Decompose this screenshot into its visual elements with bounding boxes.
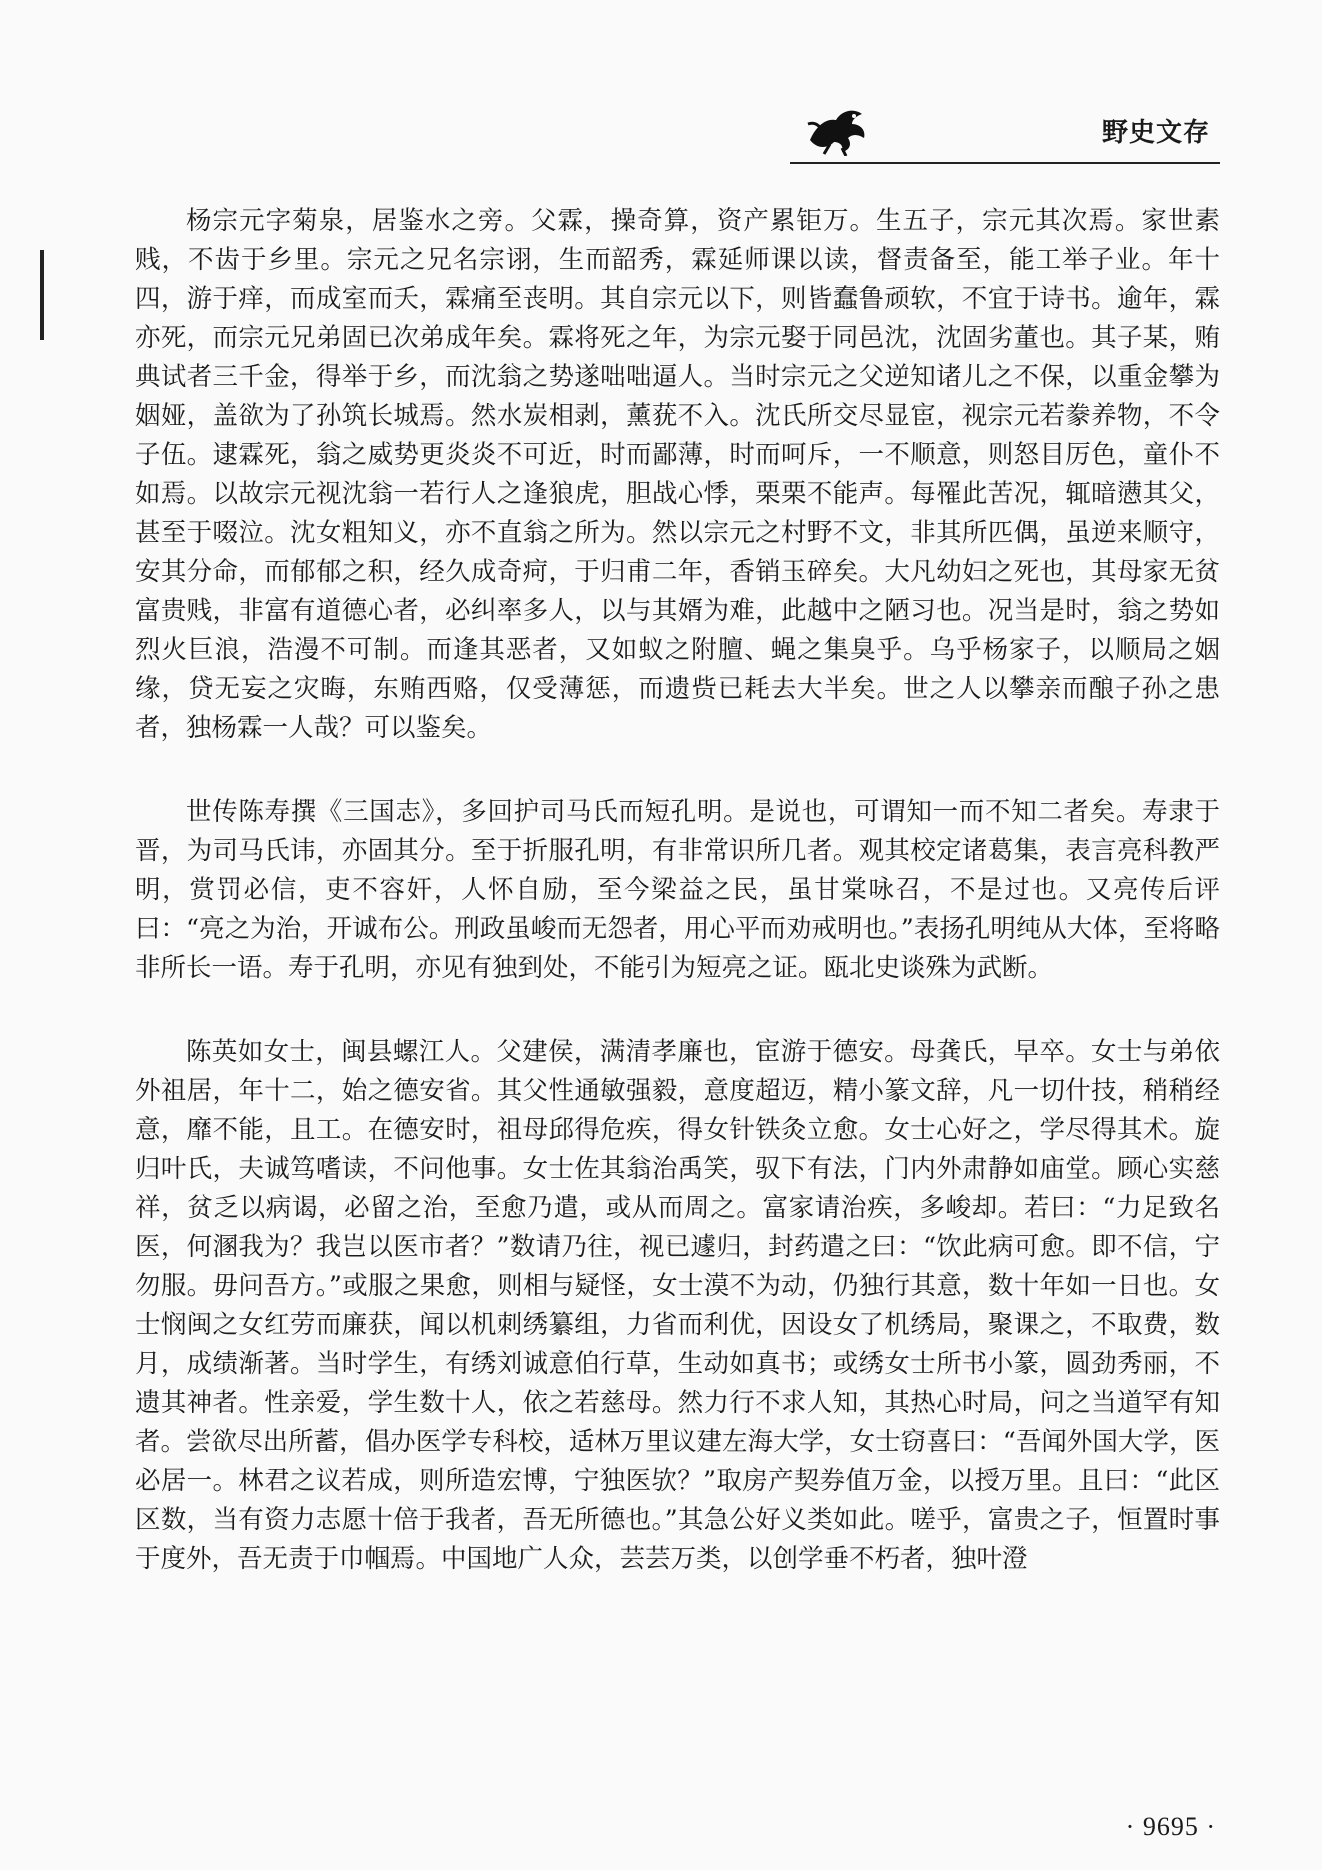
paragraph-chen-shou: 世传陈寿撰《三国志》，多回护司马氏而短孔明。是说也，可谓知一而不知二者矣。寿隶于晋，为司马氏讳，亦固其分。至于折服孔明，有非常识所几者。观其校定诸葛集，表言亮科教严明，赏罚必信，吏不容奸，人怀自励，至今梁益之民，虽甘棠咏召，不是过也。又亮传后评曰：“亮之为治，开诚布公。刑政虽峻而无怨者，用心平而劝戒明也。”表扬孔明纯从大体，至将略非所长一语。寿于孔明，亦见有独到处，不能引为短亮之证。瓯北史谈殊为武断。 bbox=[135, 797, 1220, 983]
paragraph-yang-zongyuan: 杨宗元字菊泉，居鉴水之旁。父霖，操奇算，资产累钜万。生五子，宗元其次焉。家世素贱，不齿于乡里。宗元之兄名宗诩，生而韶秀，霖延师课以读，督责备至，能工举子业。年十四，游于痒，而成室而夭，霖痛至丧明。其自宗元以下，则皆蠢鲁顽软，不宜于诗书。逾年，霖亦死，而宗元兄弟固已次弟成年矣。霖将死之年，为宗元娶于同邑沈，沈固劣董也。其子某，贿典试者三千金，得举于乡，而沈翁之势遂咄咄逼人。当时宗元之父逆知诸儿之不保，以重金攀为姻娅，盖欲为了孙筑长城焉。然水炭相剥，薰莸不入。沈氏所交尽显宦，视宗元若豢养物，不令子伍。逮霖死，翁之威势更炎炎不可近，时而鄙薄，时而呵斥，一不顺意，则怒目厉色，童仆不如焉。以故宗元视沈翁一若行人之逢狼虎，胆战心悸，栗栗不能声。每罹此苦况，辄暗懑其父，甚至于啜泣。沈女粗知义，亦不直翁之所为。然以宗元之村野不文，非其所匹偶，虽逆来顺守，安其分命，而郁郁之积，经久成奇疴，于归甫二年，香销玉碎矣。大凡幼妇之死也，其母家无贫富贵贱，非富有道德心者，必纠率多人，以与其婿为难，此越中之陋习也。况当是时，翁之势如烈火巨浪，浩漫不可制。而逢其恶者，又如蚁之附膻、蝇之集臭乎。乌乎杨家子，以顺局之姻缘，贷无妄之灾晦，东贿西赂，仅受薄惩，而遗赀已耗去大半矣。世之人以攀亲而酿子孙之患者，独杨霖一人哉？可以鉴矣。 bbox=[135, 206, 1220, 743]
running-header bbox=[790, 92, 1220, 164]
dragon-emblem-icon bbox=[802, 100, 872, 156]
header-title: 野史文存 bbox=[1101, 118, 1210, 148]
article-body bbox=[135, 202, 1220, 1579]
scan-margin-mark bbox=[40, 250, 44, 340]
paragraph-chen-yingru: 陈英如女士，闽县螺江人。父建侯，满清孝廉也，宦游于德安。母龚氏，早卒。女士与弟依外祖居，年十二，始之德安省。其父性通敏强毅，意度超迈，精小篆文辞，凡一切什技，稍稍经意，靡不能，且工。在德安时，祖母邱得危疾，得女针铁灸立愈。女士心好之，学尽得其术。旋归叶氏，夫诚笃嗜读，不问他事。女士佐其翁治禹笑，驭下有法，门内外肃静如庙堂。顾心实慈祥，贫乏以病谒，必留之治，至愈乃遣，或从而周之。富家请治疾，多峻却。若曰：“力足致名医，何溷我为？我岂以医市者？”数请乃往，视已遽归，封药遣之曰：“饮此病可愈。即不信，宁勿服。毋问吾方。”或服之果愈，则相与疑怪，女士漠不为动，仍独行其意，数十年如一日也。女士悯闽之女红劳而廉获，闻以机刺绣纂组，力省而利优，因设女了机绣局，聚课之，不取费，数月，成绩渐著。当时学生，有绣刘诚意伯行草，生动如真书；或绣女士所书小篆，圆劲秀丽，不遗其神者。性亲爱，学生数十人，依之若慈母。然力行不求人知，其热心时局，问之当道罕有知者。尝欲尽出所蓄，倡办医学专科校，适林万里议建左海大学，女士窃喜曰：“吾闻外国大学，医必居一。林君之议若成，则所造宏博，宁独医欤？”取房产契券值万金，以授万里。且曰：“此区区数，当有资力志愿十倍于我者，吾无所德也。”其急公好义类如此。嗟乎，富贵之子，恒置时事于度外，吾无责于巾帼焉。中国地广人众，芸芸万类，以创学垂不朽者，独叶澄 bbox=[135, 1037, 1220, 1574]
page-number: · 9695 · bbox=[1125, 1812, 1216, 1841]
